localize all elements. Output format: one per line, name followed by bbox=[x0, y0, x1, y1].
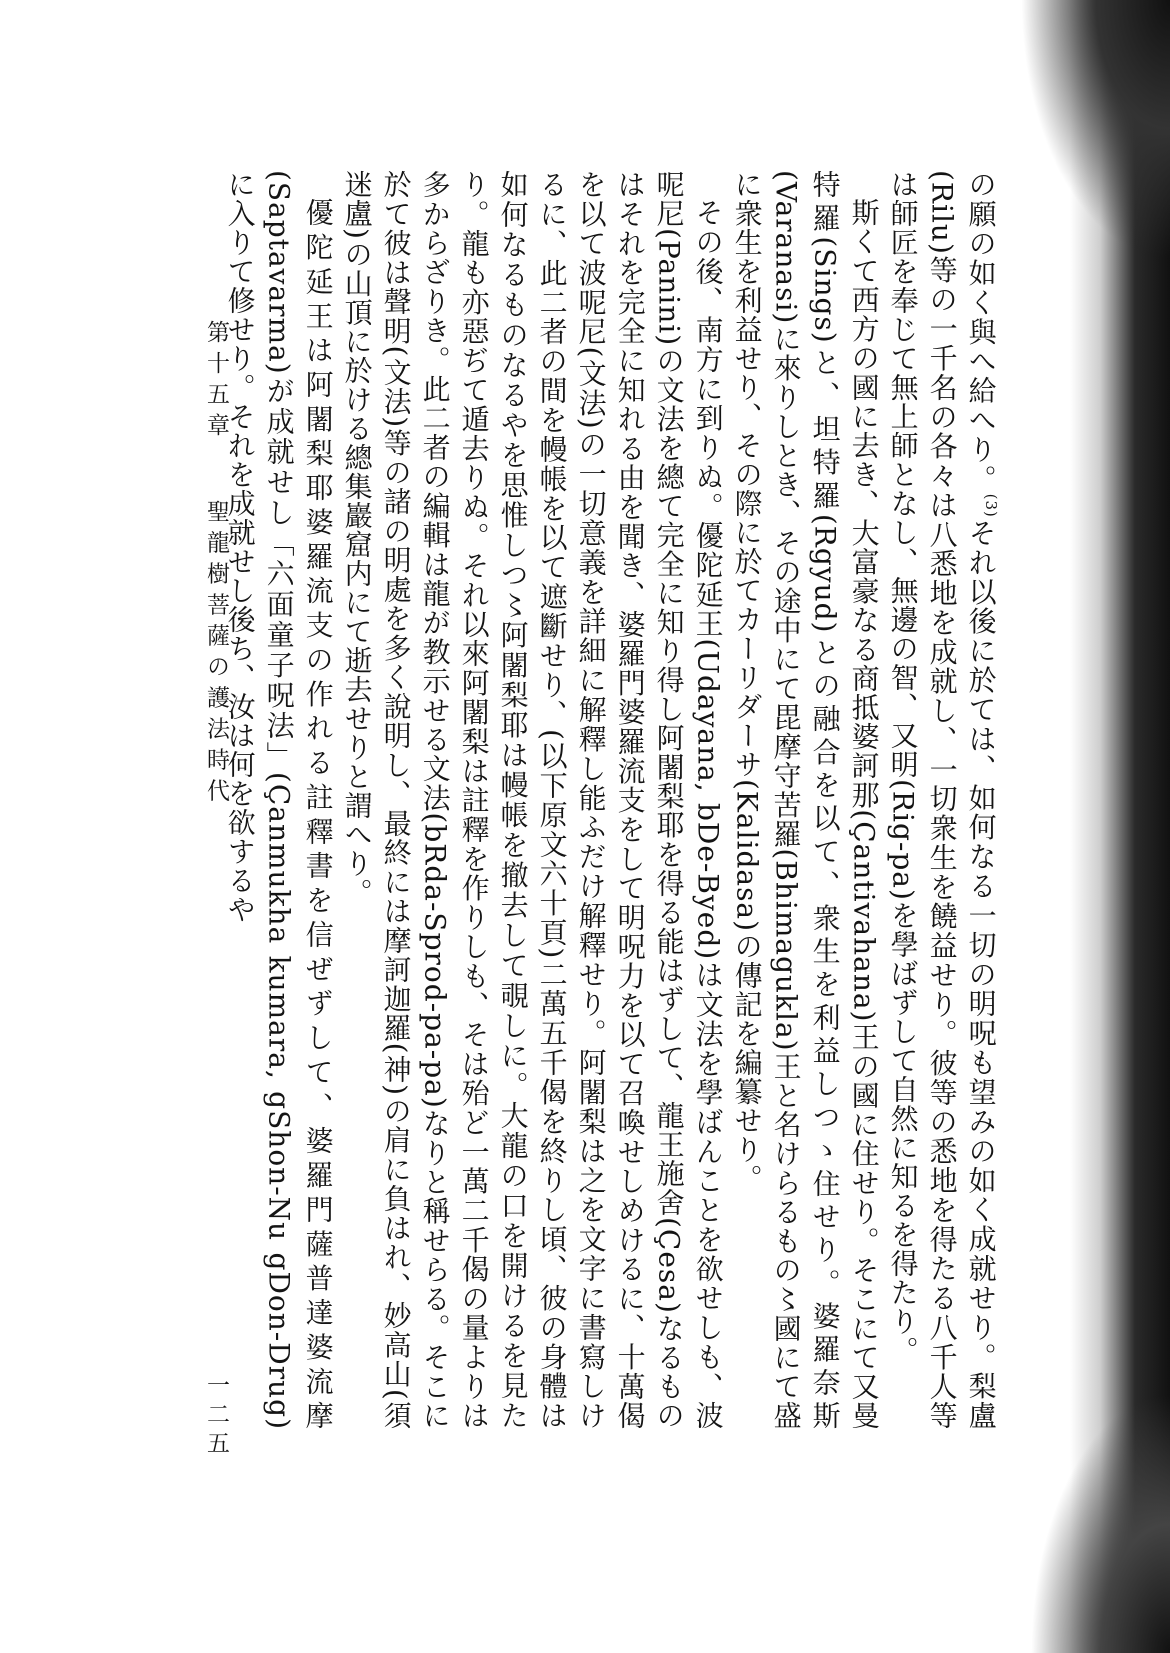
footnote-marker: (3) bbox=[982, 493, 1000, 518]
scan-shadow-top bbox=[1020, 0, 1170, 260]
chapter-label: 第十五章 bbox=[203, 320, 229, 444]
body-text bbox=[223, 170, 1010, 1431]
paragraph-4: 優陀延王は阿闍梨耶婆羅流支の作れる註釋書を信ぜずして、婆羅門薩普達婆流摩(Saptavarma)が成就せし「六面童子呪法」(Çanmukha kumara, gShon-Nu gDon-Drug)に入りて修せり。それを成就せし後ち、汝は何を欲するや bbox=[223, 170, 335, 1430]
running-head bbox=[200, 320, 233, 809]
page-number: 一二五 bbox=[203, 1373, 229, 1460]
paragraph-3: その後、南方に到りぬ。優陀延王(Udayana, bDe-Byed)は文法を學ばんことを欲せしも、波呢尼(Panini)の文法を總て完全に知り得し阿闍梨耶を得る能はずして、龍王施舍(Çesa)なるものはそれを完全に知れる由を聞き、婆羅門婆羅流支をして明呪力を以て召喚せしめけるに、十萬偈を以て波呢尼(文法)の一切意義を詳細に解釋し能ふだけ解釋せり。阿闍梨は之を文字に書寫しけるに、此二者の間を幔帳を以て遮斷せり、(以下原文六十頁)二萬五千偈を終りし頃、彼の身體は如何なるものなるやを思惟しつ〻阿闍梨耶は幔帳を撤去して覗しに。大龍の口を開けるを見たり。龍も亦惡ぢて遁去りぬ。それ以來阿闍梨は註釋を作りしも、そは殆ど一萬二千偈の量よりは多からざりき。此二者の編輯は龍が教示せる文法(bRda-Sprod-pa-pa)なりと稱せらる。そこに於て彼は聲明(文法)等の諸の明處を多く說明し、最終には摩訶迦羅(神)の肩に負はれ、妙高山(須迷盧)の山頂に於ける總集巖窟内にて逝去せりと謂へり。 bbox=[340, 170, 725, 1430]
paragraph-1-text: の願の如く與へ給へり。 bbox=[964, 170, 998, 494]
paragraph-continued bbox=[884, 170, 1010, 1430]
paragraph-2: 斯くて西方の國に去き、大富豪なる商抵婆訶那(Çantivahana)王の國に住せり。そこにて又曼特羅(Sings)と、坦特羅(Rgyud)との融合を以て、衆生を利益しつゝ住せり。婆羅奈斯(Varanasi)に來りしとき、その途中にて毘摩守苦羅(Bhimagukla)王と名けらるもの〻國にて盛に衆生を利益せり、その際に於てカーリダーサ(Kalidasa)の傳記を編纂せり。 bbox=[730, 170, 881, 1430]
scan-shadow-bottom bbox=[1030, 1393, 1170, 1653]
book-page bbox=[200, 170, 1010, 1460]
chapter-title: 聖龍樹菩薩の護法時代 bbox=[203, 499, 229, 810]
paragraph-1-text-cont: それ以後に於ては、如何なる一切の明呪も望みの如く成就せり。梨盧(Rilu)等の一千名の各々は八悉地を成就し、一切衆生を饒益せり。彼等の悉地を得たる八千人等は師匠を奉じて無上師となし、無邊の智、又明(Rig-pa)を學ばずして自然に知るを得たり。 bbox=[886, 170, 998, 1431]
